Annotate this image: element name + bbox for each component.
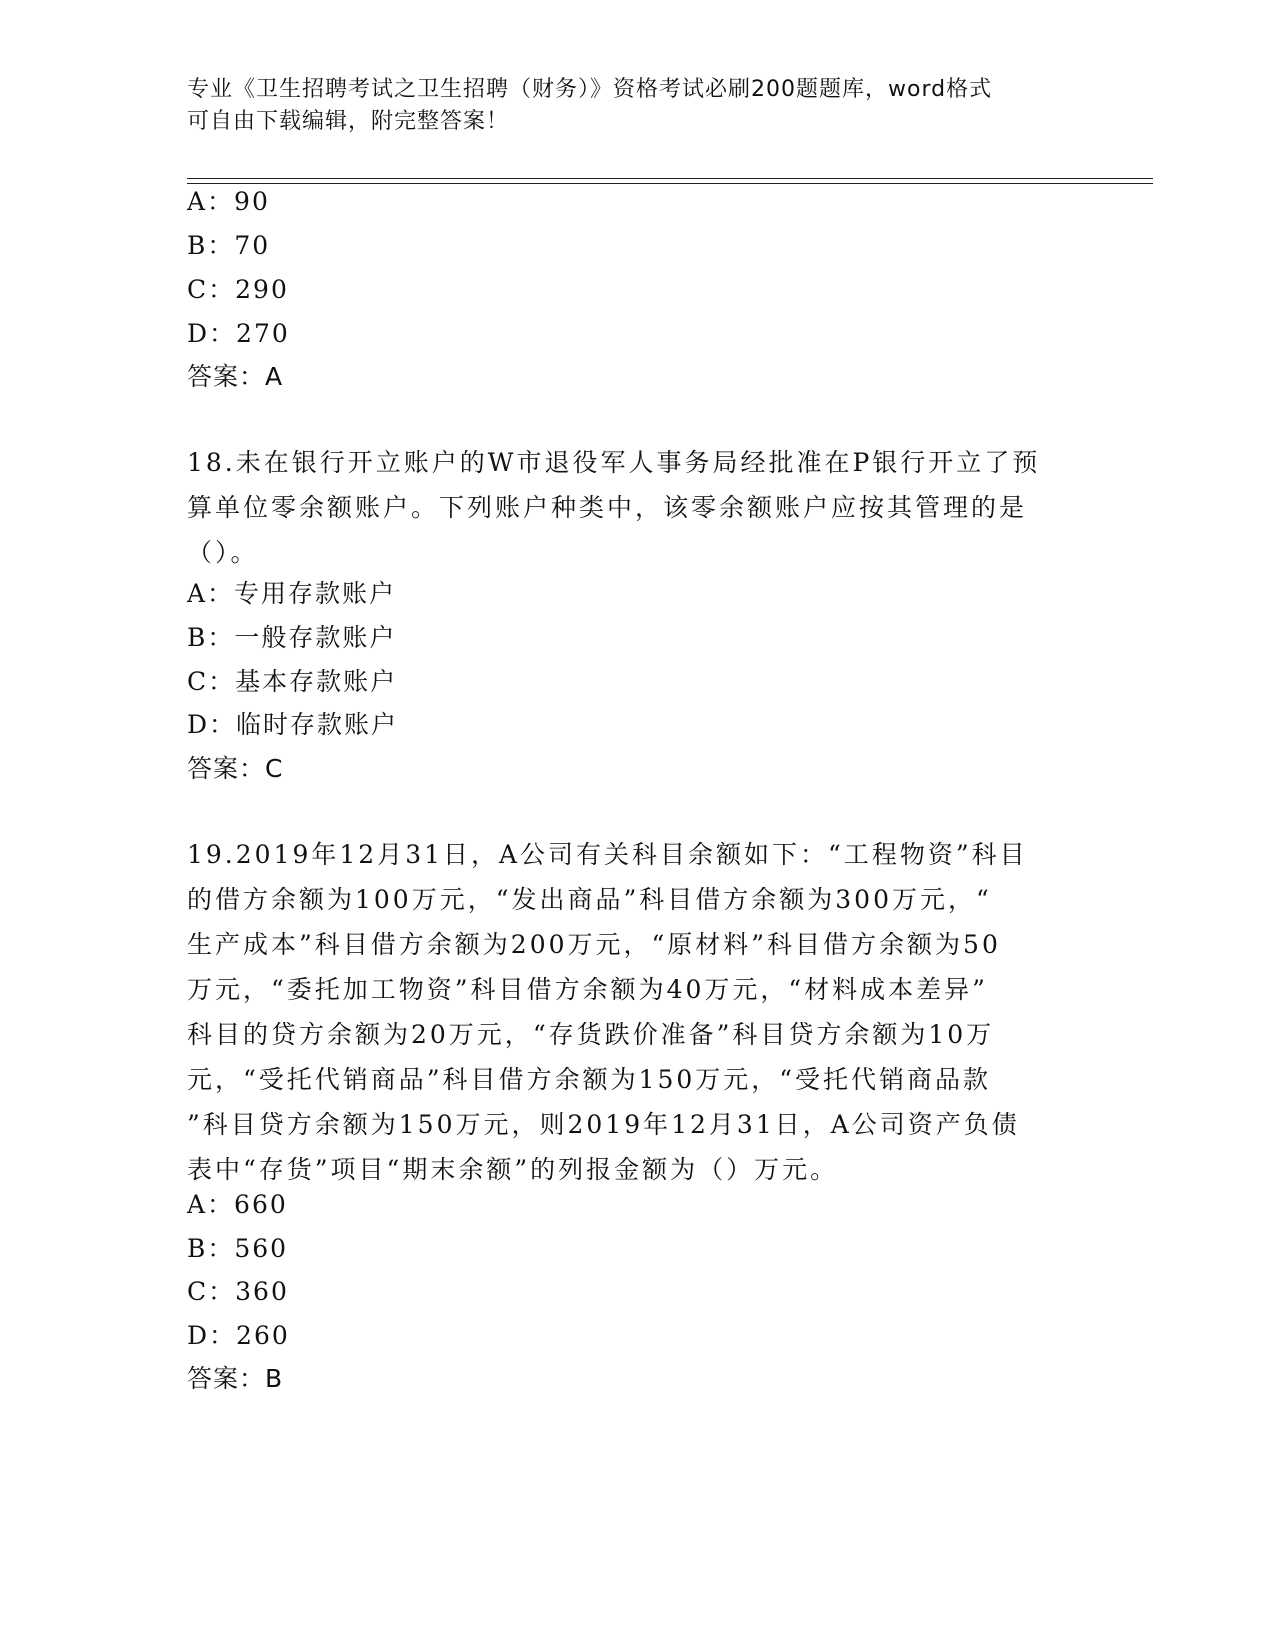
q19-line-2: 的借方余额为100万元，“发出商品”科目借方余额为300万元，“ bbox=[187, 885, 992, 914]
q17-option-c: C：290 bbox=[187, 275, 289, 304]
q18-line-2: 算单位零余额账户。下列账户种类中，该零余额账户应按其管理的是 bbox=[187, 493, 1028, 522]
header-divider-bottom bbox=[187, 183, 1153, 184]
q18-option-d: D：临时存款账户 bbox=[187, 710, 399, 739]
q19-line-1: 19.2019年12月31日，A公司有关科目余额如下：“工程物资”科目 bbox=[187, 840, 1028, 869]
q19-answer: 答案：B bbox=[187, 1364, 284, 1393]
q18-option-c: C：基本存款账户 bbox=[187, 667, 398, 696]
q19-option-c: C：360 bbox=[187, 1277, 289, 1306]
q19-line-8: 表中“存货”项目“期末余额”的列报金额为（）万元。 bbox=[187, 1155, 839, 1184]
q19-line-6: 元，“受托代销商品”科目借方余额为150万元，“受托代销商品款 bbox=[187, 1065, 992, 1094]
document-header bbox=[187, 74, 1067, 138]
q18-line-1: 18.未在银行开立账户的W市退役军人事务局经批准在P银行开立了预 bbox=[187, 448, 1041, 477]
q18-option-a: A：专用存款账户 bbox=[187, 579, 397, 608]
q19-option-a: A：660 bbox=[187, 1190, 288, 1219]
q19-option-d: D：260 bbox=[187, 1321, 290, 1350]
q17-option-d: D：270 bbox=[187, 319, 290, 348]
q19-line-5: 科目的贷方余额为20万元，“存货跌价准备”科目贷方余额为10万 bbox=[187, 1020, 995, 1049]
header-divider-top bbox=[187, 178, 1153, 179]
q17-option-b: B：70 bbox=[187, 231, 271, 260]
q19-line-7: ”科目贷方余额为150万元，则2019年12月31日，A公司资产负债 bbox=[187, 1110, 1020, 1139]
q18-answer: 答案：C bbox=[187, 754, 284, 783]
q17-answer: 答案：A bbox=[187, 362, 284, 391]
q17-option-a: A：90 bbox=[187, 187, 270, 216]
header-line-1: 专业《卫生招聘考试之卫生招聘（财务）》资格考试必刷200题题库，word格式 bbox=[187, 77, 993, 102]
q19-option-b: B：560 bbox=[187, 1234, 289, 1263]
q19-question bbox=[187, 832, 1067, 1192]
q18-line-3: （）。 bbox=[187, 538, 259, 567]
header-line-2: 可自由下载编辑，附完整答案！ bbox=[187, 109, 510, 134]
q18-option-b: B：一般存款账户 bbox=[187, 623, 397, 652]
q19-line-4: 万元，“委托加工物资”科目借方余额为40万元，“材料成本差异” bbox=[187, 975, 988, 1004]
q19-line-3: 生产成本”科目借方余额为200万元，“原材料”科目借方余额为50 bbox=[187, 930, 1001, 959]
q18-question bbox=[187, 440, 1067, 575]
